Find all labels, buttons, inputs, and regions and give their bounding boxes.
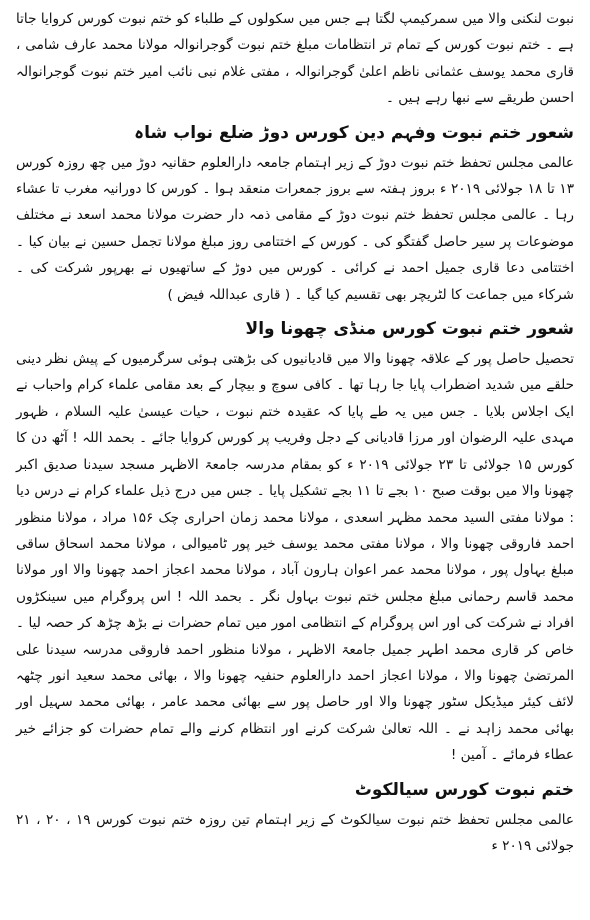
section-heading-sialkot-course: ختم نبوت کورس سیالکوٹ	[354, 779, 574, 800]
section-heading-nawabshah-course: شعور ختم نبوت وفہم دین کورس دوڑ ضلع نواب شاہ	[134, 122, 574, 143]
sialkot-course-paragraph: عالمی مجلس تحفظ ختم نبوت سیالکوٹ کے زیر اہتمام تین روزہ ختم نبوت کورس ۱۹ ، ۲۰ ، ۲۱ جولائی ۲۰۱۹ ء	[16, 811, 574, 854]
intro-paragraph: نبوت لنکنی والا میں سمرکیمپ لگتا ہے جس میں سکولوں کے طلباء کو ختم نبوت کورس کروایا جاتا ہے ۔ ختم نبوت کورس کے تمام تر انتظامات مبلغ ختم نبوت گوجرانوالہ مولانا محمد عارف شامی ، قاری محمد یوسف عثمانی ناظم اعلیٰ گوجرانوالہ ، مفتی غلام نبی نائب امیر ختم نبوت گوجرانوالہ احسن طریقے سے نبھا رہے ہیں ۔	[16, 11, 574, 107]
section-heading-chhona-wala-course: شعور ختم نبوت کورس منڈی چھونا والا	[245, 319, 574, 340]
nawabshah-course-paragraph: عالمی مجلس تحفظ ختم نبوت دوڑ کے زیر اہتمام جامعہ دارالعلوم حقانیہ دوڑ میں چھ روزہ کورس ۱۳ تا ۱۸ جولائی ۲۰۱۹ ء بروز ہفتہ سے بروز جمعرات منعقد ہوا ۔ کورس کا دورانیہ مغرب تا عشاء رہا ۔ عالمی مجلس تحفظ ختم نبوت دوڑ کے مقامی ذمہ دار حضرت مولانا محمد اسعد نے مختلف موضوعات پر سیر حاصل گفتگو کی ۔ کورس کے اختتامی روز مبلغ مولانا تجمل حسین نے بیان کیا ۔ اختتامی دعا قاری جمیل احمد نے کرائی ۔ کورس میں دوڑ کے ساتھیوں نے بھرپور شرکت کی ۔ شرکاء میں جماعت کا لٹریچر بھی تقسیم کیا گیا ۔ ( قاری عبداللہ فیض )	[16, 154, 574, 303]
chhona-wala-course-paragraph: تحصیل حاصل پور کے علاقہ چھونا والا میں قادیانیوں کی بڑھتی ہوئی سرگرمیوں کے پیش نظر دینی حلقے میں شدید اضطراب پایا جا رہا تھا ۔ کافی سوچ و بیچار کے بعد مقامی علماء کرام واحباب نے ایک اجلاس بلایا ۔ جس میں یہ طے پایا کہ عقیدہ ختم نبوت ، حیات عیسیٰ علیہ السلام ، ظہور مہدی علیہ الرضوان اور مرزا قادیانی کے دجل وفریب پر کورس کروایا جائے ۔ بحمد اللہ ! آٹھ دن کا کورس ۱۵ جولائی تا ۲۳ جولائی ۲۰۱۹ ء کو بمقام مدرسہ جامعۃ الاظہر مسجد سیدنا صدیق اکبر چھونا والا میں بوقت صبح ۱۰ بجے تا ۱۱ بجے تشکیل پایا ۔ جس میں درج ذیل علماء کرام نے درس دیا : مولانا مفتی السید محمد مظہر اسعدی ، مولانا محمد زمان احراری چک ۱۵۶ مراد ، مولانا منظور احمد فاروقی چھونا والا ، مولانا مفتی محمد یوسف خیر پور ٹامیوالی ، مولانا محمد اسحاق ساقی مبلغ بہاول پور ، مولانا محمد عمر اعوان ہارون آباد ، مولانا محمد اعجاز احمد چھونا والا اور مولانا محمد قاسم رحمانی مبلغ مجلس ختم نبوت بہاول نگر ۔ بحمد اللہ ! اس پروگرام میں سینکڑوں افراد نے شرکت کی اور اس پروگرام کے انتظامی امور میں تمام حضرات نے بڑھ چڑھ کر حصہ لیا ۔ خاص کر قاری محمد اطہر جمیل جامعۃ الاظہر ، مولانا منظور احمد فاروقی مدرسہ سیدنا علی المرتضیٰ چھونا والا ، مولانا اعجاز احمد دارالعلوم حنفیہ چھونا والا ، بھائی محمد سعید انور چٹھہ لائف کیئر میڈیکل سٹور چھونا والا اور حاصل پور سے بھائی محمد عامر ، بھائی محمد سہیل اور بھائی محمد زاہد نے ۔ اللہ تعالیٰ شرکت کرنے اور انتظام کرنے والے تمام حضرات کو جزائے خیر عطاء فرمائے ۔ آمین !	[16, 351, 574, 764]
